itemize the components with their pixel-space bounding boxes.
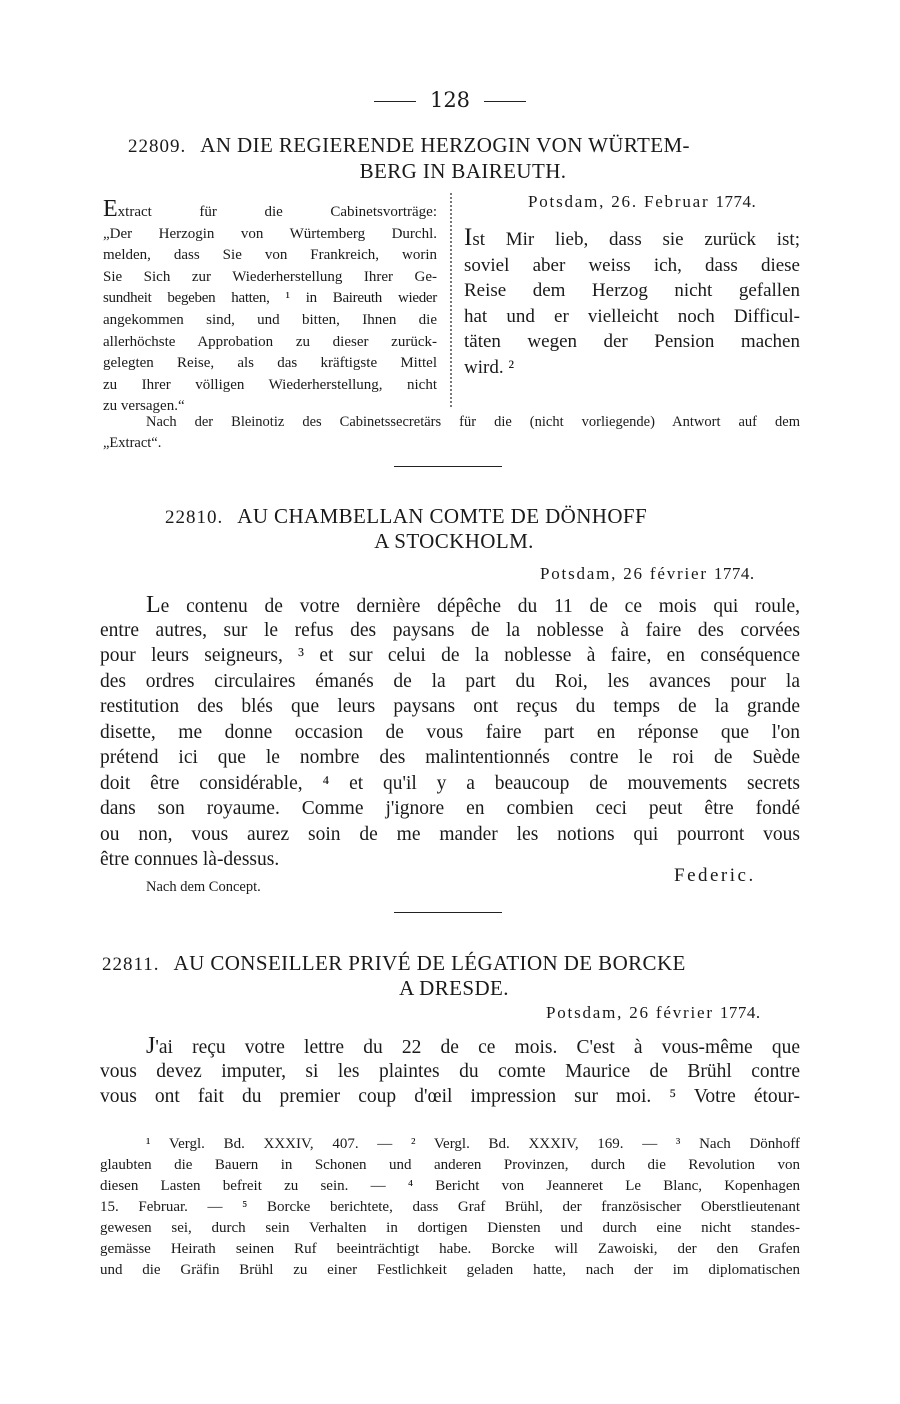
reply-column [464,225,800,381]
letter-heading-line: AN DIE REGIERENDE HERZOGIN VON WÜRTEM- [200,133,690,157]
source-note: Nach der Bleinotiz des Cabinetssecretärs für die (nicht vorliegende) Antwort auf dem [146,414,800,430]
footnote-line: diesen Lasten befreit zu sein. — ⁴ Bericht von Jeanneret Le Blanc, Kopenhagen [100,1178,800,1194]
reply-line: Reise dem Herzog nicht gefallen [464,280,800,302]
letter-number: 22811. [102,954,160,975]
date-text: Potsdam, 26. Februar [528,192,710,211]
reply-line: soviel aber weiss ich, dass diese [464,254,800,276]
body-line: dans son royaume. Comme j'ignore en combien ceci peut être fondé [100,798,800,819]
body-line [146,592,800,619]
extract-line: melden, dass Sie von Frankreich, worin [103,247,437,264]
column-divider [450,193,452,407]
extract-line: zu Ihrer völligen Wiederherstellung, nicht [103,376,437,393]
extract-line: Sie Sich zur Wiederherstellung Ihrer Ge- [103,268,437,285]
body-text: e contenu de votre dernière dépêche du 11 de ce mois qui roule, [160,596,800,617]
letter-heading-line: AU CHAMBELLAN COMTE DE DÖNHOFF [237,504,648,528]
initial-letter: E [103,196,118,222]
source-note: „Extract“. [103,435,162,451]
body-line: entre autres, sur le refus des paysans de la noblesse à faire des corvées [100,620,800,641]
extract-line [103,196,437,224]
footnote-line: ¹ Vergl. Bd. XXXIV, 407. — ² Vergl. Bd. XXXIV, 169. — ³ Nach Dönhoff [146,1136,800,1152]
extract-column [103,196,437,418]
footnote-line: gemässe Heirath seinen Ruf beeinträchtigt habe. Borcke will Zawoiski, der den Grafen [100,1241,800,1257]
dash-left [374,101,416,102]
dash-right [484,101,526,102]
reply-text: st Mir lieb, dass sie zurück ist; [472,229,800,250]
extract-line: sundheit begeben hatten, ¹ in Baireuth wieder [103,290,437,307]
body-text: 'ai reçu votre lettre du 22 de ce mois. C'est à vous-même que [155,1037,800,1058]
date-year: 1774. [713,564,755,583]
letter-date [546,1003,761,1023]
letter-number: 22809. [128,136,187,157]
reply-line: hat und er vielleicht noch Difficul- [464,305,800,327]
footnote-line: gewesen sei, durch sein Verhalten in dortigen Diensten und durch eine nicht standes- [100,1220,800,1236]
body-line: des ordres circulaires émanés de la part du Roi, les avances pour la [100,671,800,692]
letter-heading-line: A DRESDE. [399,976,509,1000]
body-line: vous devez imputer, si les plaintes du comte Maurice de Brühl contre [100,1061,800,1082]
body-line: être connues là-dessus. [100,849,280,870]
footnote-line: 15. Februar. — ⁵ Borcke berichtete, dass Graf Brühl, der französischer Oberstlieutenant [100,1199,800,1215]
letter-heading-line: AU CONSEILLER PRIVÉ DE LÉGATION DE BORCKE [173,951,686,975]
initial-letter: I [464,224,473,251]
extract-line: „Der Herzogin von Würtemberg Durchl. [103,225,437,242]
body-line: vous ont fait du premier coup d'œil impression sur moi. ⁵ Votre étour- [100,1086,800,1107]
date-year: 1774. [715,192,757,211]
body-line: doit être considérable, ⁴ et qu'il y a beaucoup de mouvements secrets [100,773,800,794]
body-line: restitution des blés que leurs paysans ont reçus du temps de la grande [100,696,800,717]
initial-letter: L [146,592,161,618]
body-line: disette, me donne occasion de vous faire part en réponse que l'on [100,722,800,743]
letter-date [528,192,756,212]
extract-line: zu versagen.“ [103,398,185,415]
reply-line: wird. ² [464,356,515,378]
initial-letter: J [146,1033,156,1059]
signature: Federic. [674,865,756,886]
date-text: Potsdam, 26 février [540,564,708,583]
letter-heading [165,504,647,530]
section-rule [394,466,502,467]
body-line: ou non, vous aurez soin de me mander les notions qui pourront vous [100,824,800,845]
date-year: 1774. [719,1003,761,1022]
source-note: Nach dem Concept. [146,879,261,895]
date-text: Potsdam, 26 février [546,1003,714,1022]
page-number-line [0,88,900,112]
body-line [146,1033,800,1060]
letter-heading [128,133,690,159]
footnote-line: glaubten die Bauern in Schonen und anderen Provinzen, durch die Revolution von [100,1157,800,1173]
reply-line: täten wegen der Pension machen [464,331,800,353]
body-line: prétend ici que le nombre des malintentionnés contre le roi de Suède [100,747,800,768]
letter-heading [102,951,686,977]
extract-line: gelegten Reise, als das kräftigste Mittel [103,355,437,372]
reply-line [464,225,800,253]
extract-line: angekommen sind, und bitten, Ihnen die [103,311,437,328]
footnote-line: und die Gräfin Brühl zu einer Festlichkeit geladen hatte, nach der im diplomatischen [100,1262,800,1278]
letter-date [540,564,755,584]
letter-heading-line: A STOCKHOLM. [374,529,534,553]
letter-number: 22810. [165,507,224,528]
extract-line: allerhöchste Approbation zu dieser zurück- [103,333,437,350]
extract-text: xtract für die Cabinetsvorträge: [117,204,437,220]
page-number: 128 [429,88,471,112]
section-rule [394,912,502,913]
letter-heading-line: BERG IN BAIREUTH. [359,159,567,183]
body-line: pour leurs seigneurs, ³ et sur celui de la noblesse à faire, en conséquence [100,645,800,666]
